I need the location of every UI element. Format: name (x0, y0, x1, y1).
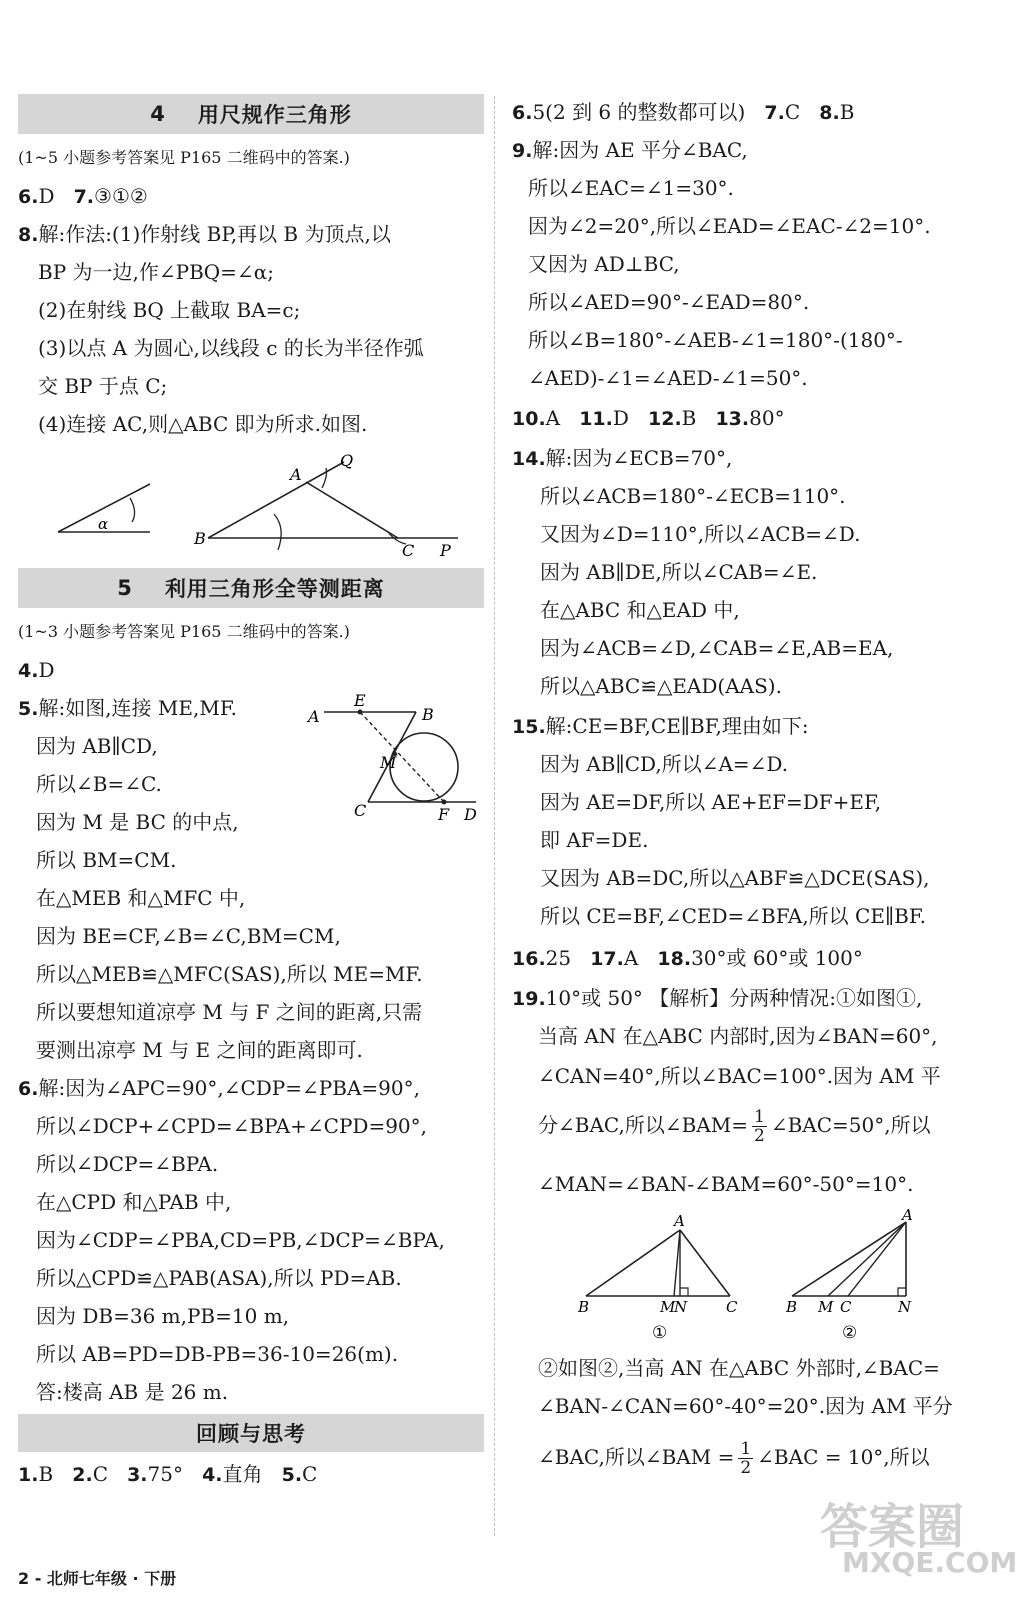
text-line: 因为 AB∥DE,所以∠CAB=∠E. (540, 560, 818, 584)
fraction-one-half (752, 1108, 767, 1145)
question-number: 3. (127, 1464, 148, 1486)
section-number: 5 (117, 576, 133, 600)
text: ∠BAC = 10°,所以 (757, 1445, 930, 1469)
fraction-denominator: 2 (740, 1458, 752, 1478)
text-line (18, 1076, 420, 1101)
answer: D (38, 184, 55, 208)
question-number: 8. (18, 224, 39, 246)
text-line: 交 BP 于点 C; (38, 374, 168, 398)
point-b-label: B (194, 529, 206, 548)
text-line: (3)以点 A 为圆心,以线段 c 的长为半径作弧 (38, 336, 424, 360)
question-number: 16. (512, 948, 546, 970)
point-a-label: A (902, 1206, 913, 1224)
text-line (18, 222, 391, 247)
answer-line (512, 100, 854, 125)
answer: 5(2 到 6 的整数都可以) (532, 100, 746, 124)
note-line: (1~3 小题参考答案见 P165 二维码中的答案.) (18, 622, 350, 641)
figure-caption: ② (842, 1323, 858, 1343)
text-line: (4)连接 AC,则△ABC 即为所求.如图. (38, 412, 368, 436)
answer: D (612, 406, 629, 430)
text-line: 因为 AB∥CD,所以∠A=∠D. (540, 752, 789, 776)
text-line: 所以要想知道凉亭 M 与 F 之间的距离,只需 (36, 1000, 423, 1024)
answer: 30°或 60°或 100° (691, 946, 863, 970)
text: 解:作法:(1)作射线 BP,再以 B 为顶点,以 (38, 222, 391, 246)
point-n-label: N (898, 1298, 912, 1316)
point-m-label: M (380, 753, 397, 772)
answer: C (784, 100, 801, 124)
text-line: 在△CPD 和△PAB 中, (36, 1190, 232, 1214)
answer-line (18, 184, 148, 209)
text-line: 所以△ABC≌△EAD(AAS). (540, 674, 782, 698)
point-b-label: B (422, 705, 434, 724)
text-line: 所以∠DCP=∠BPA. (36, 1152, 219, 1176)
text-line: 所以 BM=CM. (36, 848, 177, 872)
point-b-label: B (786, 1298, 798, 1316)
text-line: 因为 DB=36 m,PB=10 m, (36, 1304, 290, 1328)
text-line: 所以∠AED=90°-∠EAD=80°. (528, 290, 810, 314)
answer: 直角 (222, 1462, 263, 1486)
point-c-label: C (354, 801, 367, 820)
text-line: 在△ABC 和△EAD 中, (540, 598, 740, 622)
point-f-label: F (438, 805, 450, 824)
answer: 80° (749, 406, 785, 430)
watermark-url: MXQE.COM (842, 1546, 1017, 1579)
text: 解:因为∠ECB=70°, (545, 446, 733, 470)
text-line: 所以∠B=180°-∠AEB-∠1=180°-(180°- (528, 328, 903, 352)
text: 10°或 50° 【解析】分两种情况:①如图①, (545, 986, 923, 1010)
question-number: 4. (202, 1464, 223, 1486)
answer-line (18, 1462, 317, 1487)
point-n-label: N (674, 1298, 688, 1316)
text-line: 所以△CPD≌△PAB(ASA),所以 PD=AB. (36, 1266, 402, 1290)
text: ∠BAC=50°,所以 (770, 1113, 931, 1137)
point-a-label: A (674, 1212, 685, 1230)
section-header-review (18, 1414, 484, 1452)
text-line: 因为 AB∥CD, (36, 734, 158, 758)
text-line (512, 446, 732, 471)
text-line: 又因为 AD⊥BC, (528, 252, 680, 276)
question-number: 15. (512, 716, 546, 738)
river-figure (296, 690, 486, 830)
text-line: ②如图②,当高 AN 在△ABC 外部时,∠BAC= (538, 1356, 940, 1380)
fraction-numerator: 1 (740, 1439, 752, 1459)
text-line: (2)在射线 BQ 上截取 BA=c; (38, 298, 301, 322)
section-header-4 (18, 94, 484, 134)
text-line: 又因为 AB=DC,所以△ABF≌△DCE(SAS), (540, 866, 930, 890)
section-header-5 (18, 568, 484, 608)
text: 分∠BAC,所以∠BAM= (538, 1113, 748, 1137)
answer: B (38, 1462, 54, 1486)
answer-line (18, 658, 55, 683)
point-q-label: Q (340, 451, 354, 470)
question-number: 6. (18, 1078, 39, 1100)
answer: ③①② (94, 184, 148, 208)
answer: 25 (545, 946, 572, 970)
question-number: 18. (657, 948, 692, 970)
text-line: ∠MAN=∠BAN-∠BAM=60°-50°=10°. (538, 1172, 914, 1196)
point-m-label: M (818, 1298, 834, 1316)
question-number: 7. (764, 102, 785, 124)
text: 解:因为∠APC=90°,∠CDP=∠PBA=90°, (38, 1076, 420, 1100)
point-p-label: P (440, 541, 451, 560)
question-number: 5. (18, 698, 39, 720)
text: ∠BAC,所以∠BAM = (538, 1445, 735, 1469)
question-number: 14. (512, 448, 546, 470)
section-number: 4 (150, 102, 166, 126)
section-title: 回顾与思考 (196, 1422, 306, 1446)
text: 解:因为 AE 平分∠BAC, (532, 138, 748, 162)
question-number: 10. (512, 408, 546, 430)
text-line: 因为∠CDP=∠PBA,CD=PB,∠DCP=∠BPA, (36, 1228, 445, 1252)
point-c-label: C (840, 1298, 852, 1316)
text-line: 因为 M 是 BC 的中点, (36, 810, 239, 834)
question-number: 2. (72, 1464, 93, 1486)
text-line (512, 714, 809, 739)
text-line: 答:楼高 AB 是 26 m. (36, 1380, 229, 1404)
text-line: 所以∠ACB=180°-∠ECB=110°. (540, 484, 846, 508)
fraction-one-half (738, 1440, 753, 1477)
text-line: 要测出凉亭 M 与 E 之间的距离即可. (36, 1038, 363, 1062)
question-number: 5. (281, 1464, 303, 1486)
text-line: 所以 AB=PD=DB-PB=36-10=26(m). (36, 1342, 399, 1366)
question-number: 4. (18, 660, 39, 682)
section-title: 用尺规作三角形 (197, 103, 352, 127)
answer: C (92, 1462, 108, 1486)
text-line: 所以∠B=∠C. (36, 772, 162, 796)
text-line: 因为 BE=CF,∠B=∠C,BM=CM, (36, 924, 341, 948)
point-a-label: A (308, 707, 320, 726)
text: 解:如图,连接 ME,MF. (38, 696, 237, 720)
question-number: 9. (512, 140, 533, 162)
text-line: 当高 AN 在△ABC 内部时,因为∠BAN=60°, (538, 1024, 938, 1048)
angle-alpha-label: α (98, 515, 109, 533)
text-line: 即 AF=DE. (540, 828, 649, 852)
section-title: 利用三角形全等测距离 (164, 577, 385, 601)
text-line (512, 138, 748, 163)
answer: B (681, 406, 697, 430)
answer: B (839, 100, 855, 124)
text-line: 又因为∠D=110°,所以∠ACB=∠D. (540, 522, 861, 546)
page-footer: 2 - 北师七年级 · 下册 (18, 1569, 177, 1588)
question-number: 7. (73, 186, 95, 208)
answer: A (623, 946, 639, 970)
answer: D (38, 658, 55, 682)
text-line: 所以△MEB≌△MFC(SAS),所以 ME=MF. (36, 962, 423, 986)
text-line: BP 为一边,作∠PBQ=∠α; (38, 260, 274, 284)
fraction-denominator: 2 (753, 1126, 765, 1146)
point-d-label: D (464, 805, 477, 824)
answer-line (512, 946, 863, 971)
figure-1 (577, 1212, 738, 1343)
answer: A (545, 406, 561, 430)
point-b-label: B (578, 1298, 590, 1316)
question-number: 12. (648, 408, 682, 430)
note-line: (1~5 小题参考答案见 P165 二维码中的答案.) (18, 148, 350, 167)
text: 解:CE=BF,CE∥BF,理由如下: (545, 714, 809, 738)
construction-figure (38, 448, 468, 563)
figure-2 (785, 1206, 913, 1343)
text-line: 所以 CE=BF,∠CED=∠BFA,所以 CE∥BF. (540, 904, 926, 928)
text-line: 在△MEB 和△MFC 中, (36, 886, 246, 910)
question-number: 6. (18, 186, 39, 208)
question-number: 1. (18, 1464, 39, 1486)
triangle-figures (576, 1206, 976, 1352)
answer: C (302, 1462, 318, 1486)
text-line: 因为∠ACB=∠D,∠CAB=∠E,AB=EA, (540, 636, 894, 660)
point-m-label: M (660, 1298, 676, 1316)
text-line (538, 1108, 931, 1145)
question-number: 13. (715, 408, 750, 430)
point-c-label: C (402, 541, 415, 560)
text-line (18, 696, 237, 721)
text-line: 因为∠2=20°,所以∠EAD=∠EAC-∠2=10°. (528, 214, 931, 238)
text-line (512, 986, 922, 1011)
question-number: 19. (512, 988, 546, 1010)
text-line: 所以∠EAC=∠1=30°. (528, 176, 734, 200)
text-line: ∠AED)-∠1=∠AED-∠1=50°. (528, 366, 808, 390)
question-number: 6. (512, 102, 533, 124)
text-line: ∠BAN-∠CAN=60°-40°=20°.因为 AM 平分 (538, 1394, 953, 1418)
text-line: 因为 AE=DF,所以 AE+EF=DF+EF, (540, 790, 882, 814)
point-a-label: A (290, 465, 302, 484)
watermark-logo: 答案圈 (820, 1499, 965, 1555)
answer-line (512, 406, 785, 431)
text-line (538, 1440, 930, 1477)
question-number: 8. (819, 102, 840, 124)
text-line: 所以∠DCP+∠CPD=∠BPA+∠CPD=90°, (36, 1114, 428, 1138)
column-divider (494, 96, 495, 1536)
answer: 75° (147, 1462, 183, 1486)
fraction-numerator: 1 (753, 1107, 765, 1127)
question-number: 17. (590, 948, 624, 970)
question-number: 11. (579, 408, 613, 430)
point-c-label: C (726, 1298, 738, 1316)
figure-caption: ① (652, 1323, 668, 1343)
text-line: ∠CAN=40°,所以∠BAC=100°.因为 AM 平 (538, 1064, 941, 1088)
point-e-label: E (354, 691, 366, 710)
